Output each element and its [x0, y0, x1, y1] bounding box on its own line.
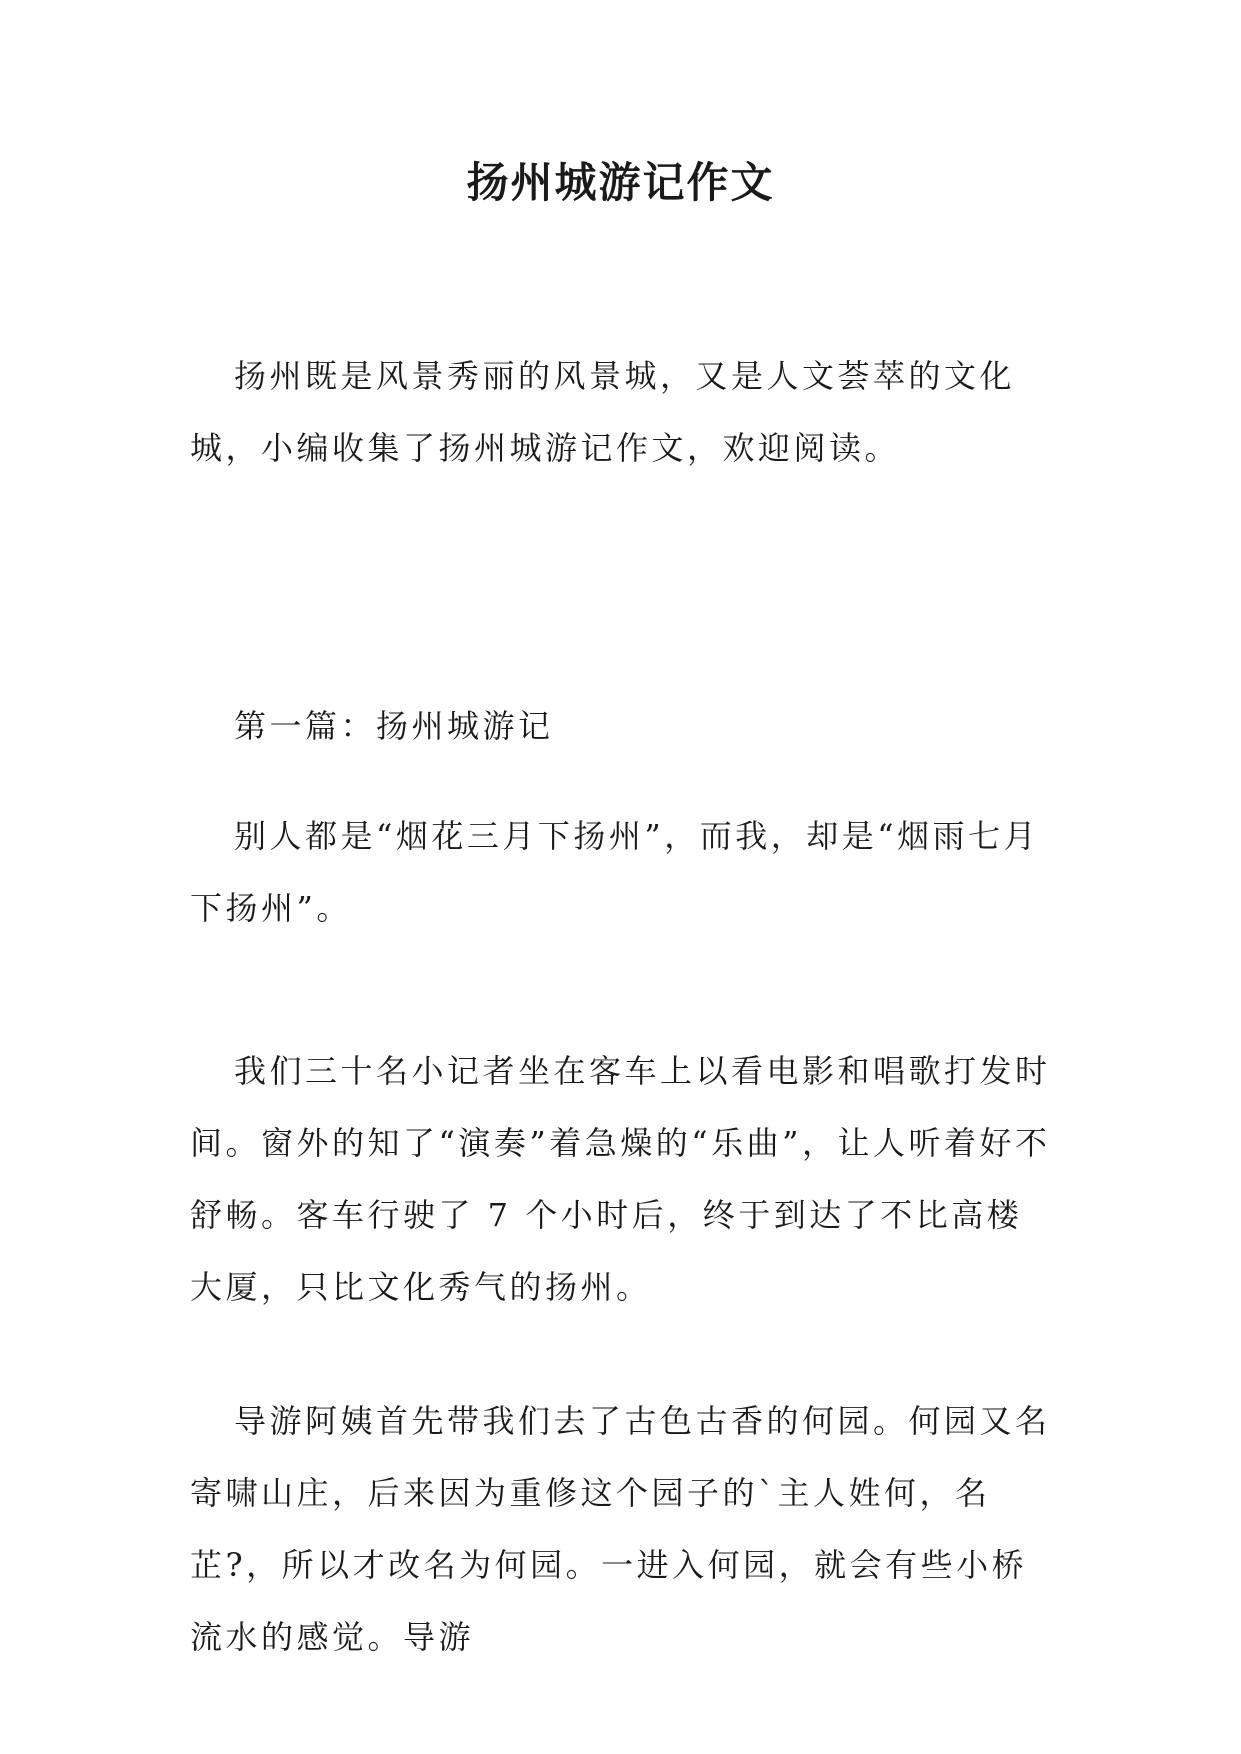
body-paragraph: 别人都是“烟花三月下扬州”，而我，却是“烟雨七月下扬州”。: [190, 817, 1040, 927]
body-paragraph: 我们三十名小记者坐在客车上以看电影和唱歌打发时间。窗外的知了“演奏”着急燥的“乐曲”，让人听着好不舒畅。客车行驶了 7 个小时后，终于到达了不比高楼大厦，只比文化秀气的扬州。: [190, 1052, 1051, 1306]
document-title: 扬州城游记作文: [466, 158, 775, 207]
body-paragraph: 导游阿姨首先带我们去了古色古香的何园。何园又名寄啸山庄，后来因为重修这个园子的`主人姓何，名芷?，所以才改名为何园。一进入何园，就会有些小桥流水的感觉。导游: [190, 1402, 1051, 1656]
section-heading: 第一篇：扬州城游记: [234, 707, 554, 745]
intro-paragraph: 扬州既是风景秀丽的风景城，又是人文荟萃的文化城，小编收集了扬州城游记作文，欢迎阅读。: [190, 357, 1016, 467]
